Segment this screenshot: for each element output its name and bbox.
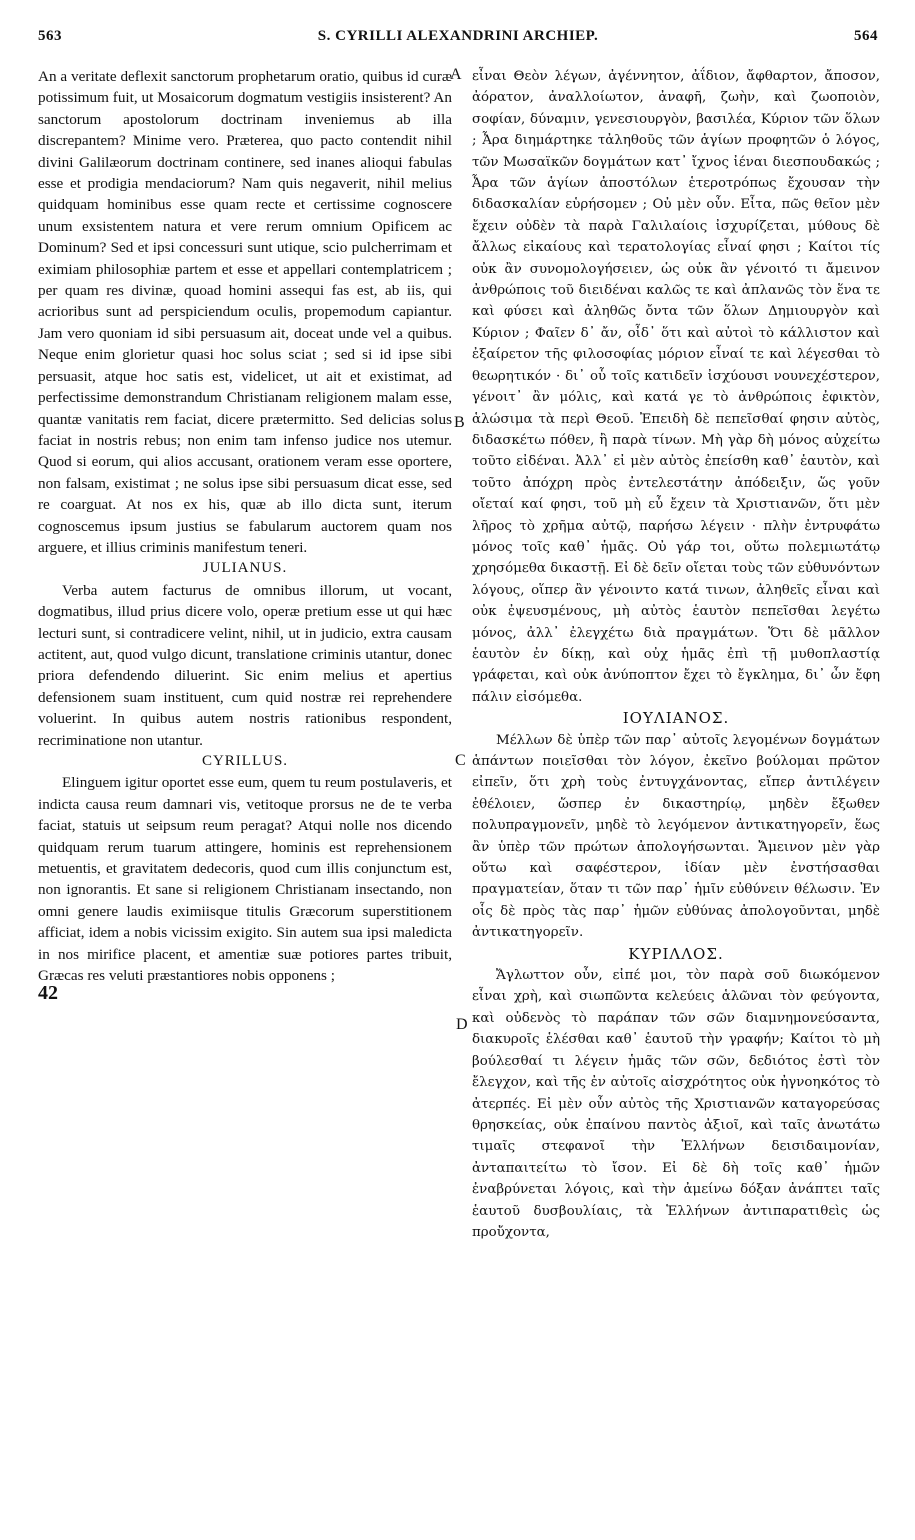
column-number: 42 bbox=[38, 982, 58, 1004]
greek-heading-kyrillos: ΚΥΡΙΛΛΟΣ. bbox=[628, 944, 724, 963]
margin-marker-b: B bbox=[454, 414, 465, 431]
greek-paragraph-2: Μέλλων δὲ ὑπὲρ τῶν παρ᾽ αὐτοῖς λεγομένων δογμάτων ἁπάντων ποιεῖσθαι τὸν λόγον, ἐκεῖνο βούλομαι πρῶτον εἰπεῖν, ὅτι χρὴ τοὺς ἐντυγχάνοντας, εἴπερ ἀντιλέγειν ἐθέλοιεν, ὥσπερ ἐν δικαστηρίῳ, μηδὲν ἔξωθεν πολυπραγμονεῖν, μηδὲ τὸ λεγόμενον ἀντικατηγορεῖν, ἕως ἂν ὑπὲρ τῶν πρώτων ἀπολογήσωνται. Ἄμεινον μὲν γὰρ οὕτω καὶ σαφέστερον, ἰδίαν μὲν ἐνστήσασθαι πραγματείαν, ὅταν τι τῶν παρ᾽ ἡμῖν εὐθύνειν θέλωσιν. Ἐν οἷς δὲ πρὸς τὰς παρ᾽ ἡμῶν εὐθύνας ἀπολογοῦνται, μηδὲ ἀντικατηγορεῖν. bbox=[472, 732, 880, 941]
latin-paragraph-3: Elinguem igitur oportet esse eum, quem tu reum postulaveris, et indicta causa reum damnari vis, vetitoque prorsus ne de te verba faciat, statuis ut seipsum reum peragat? Atqui nolle nos dicendo quidquam rerum tuarum attingere, hominis est reprehensionem metuentis, et gravitatem dedecoris, quod cum illis conjunctum est, non ignorantis. Et sane si religionem Christianam insectando, non omni genere laudis eximiisque titulis Græcorum superstitionem afficiat, idem a nobis vicissim exigito. Sin autem sua ipsi maledicta in nos mirifice placent, et amentiæ suæ potiores partes tribuit, Græcas res veluti præstantiores nobis opponens ; bbox=[38, 774, 452, 985]
greek-paragraph-1: εἶναι Θεὸν λέγων, ἀγέννητον, ἀΐδιον, ἄφθαρτον, ἄποσον, ἀόρατον, ἀναλλοίωτον, ἀναφῆ, ζωὴν, καὶ ζωοποιὸν, σοφίαν, δύναμιν, γενεσιουργὸν, βασιλέα, Κύριον τῶν ὅλων ; Ἆρα διημάρτηκε τἀληθοῦς τῶν ἁγίων προφητῶν ὁ λόγος, τῶν Μωσαϊκῶν δογμάτων κατ᾽ ἴχνος ἰέναι διεσπουδακώς ; Ἆρα τῶν ἁγίων ἀποστόλων ἑτεροτρόπως ἔχουσαν τὴν διδασκαλίαν εὑρήσομεν ; Οὐ μὲν οὖν. Εἶτα, πῶς θεῖον μὲν ἔχειν οὐδὲν τὰ παρὰ Γαλιλαίοις ἰσχυρίζεται, μύθους δὲ ἄλλως εἰκαίους καὶ τερατολογίας εἶναί φησι ; Καίτοι τίς οὐκ ἂν συνομολογήσειεν, ὡς οὐκ ἂν γένοιτό τι ἄμεινον ἀνθρώποις τοῦ διειδέναι καλῶς τε καὶ ἀπλανῶς τὸν ἕνα τε καὶ φύσει καὶ ἀληθῶς ὄντα τῶν ὅλων Δημιουργὸν καὶ Κύριον ; Φαῖεν δ᾽ ἄν, οἶδ᾽ ὅτι καὶ αὐτοὶ τὸ κάλλιστον καὶ ἐξαίρετον τῆς φιλοσοφίας μόριον εἶναί τε καὶ λέγεσθαι τὸ θεωρητικόν · δι᾽ οὗ τοῖς κατιδεῖν ἰσχύουσι νουνεχέστερον, γένοιτ᾽ ἂν μόλις, καὶ κατά γε τὸ ἀνθρώποις ἐφικτὸν, ἁλώσιμα τὰ περὶ Θεοῦ. Ἐπειδὴ δὲ πεπεῖσθαί φησιν αὐτὸς, διδασκέτω πόθεν, ἢ παρὰ τίνων. Μὴ γὰρ δὴ μόνος αὐχείτω τοῦτο εἰδέναι. Ἀλλ᾽ εἰ μὲν αὐτὸς ἐπείσθη καθ᾽ ἑαυτὸν, καὶ τοῦτο ἀπόχρη πρὸς ἐντελεστάτην ἀπόδειξιν, ὥς γοῦν οἴεταί καί φησι, τοῦ μὴ εὖ ἔχειν τὰ Χριστιανῶν, ὅτι μὲν λῆρος τὸ χρῆμα αὐτῷ, παρήσω λέγειν · πλὴν ἐντρυφάτω μόνος τοῖς καθ᾽ ἡμᾶς. Οὐ γάρ τοι, οὕτω πολεμιωτάτῳ χρησόμεθα δικαστῇ. Εἰ δὲ δεῖν οἴεται τοὺς τῶν εὐθυνόντων λόγους, οἵπερ ἂν γένοιντο κατά τινων, ἀληθεῖς εἶναι καὶ οὐκ ἐψευσμένους, μὴ αὐτὸς ἑαυτὸν πεπεῖσθαι λεγέτω μόνος, ἀλλ᾽ ἐλεγχέτω διὰ πραγμάτων. Ὅτι δὲ μᾶλλον ἑαυτὸν ἐν δίκῃ, καὶ οὐχ ἡμᾶς ἐπὶ τῇ μυθοπλαστίᾳ γράφεται, καὶ οὐκ ἀνύποπτον ἔχει τὸ ἔγκλημα, δι᾽ ὧν ἔφη πάλιν εἰσόμεθα. bbox=[472, 69, 880, 705]
greek-heading-ioulianos: ΙΟΥΛΙΑΝΟΣ. bbox=[622, 709, 730, 728]
greek-paragraph-3: Ἄγλωττον οὖν, εἰπέ μοι, τὸν παρὰ σοῦ διωκόμενον εἶναι χρὴ, καὶ σιωπῶντα κελεύεις ἁλῶναι τὸν φεύγοντα, καὶ οὐδενὸς τὸ παράπαν τῶν σῶν διαμνημονεύσαντα, διακυροῖς ἑλέσθαι καθ᾽ ἑαυτοῦ τὴν γραφήν; Καίτοι τὸ μὴ βούλεσθαί τι λέγειν ἡμᾶς τῶν σῶν, δεδιότος ἐστὶ τὸν ἔλεγχον, καὶ τῆς ἐν αὐτοῖς αἰσχρότητος οὐκ ἠγνοηκότος τὸ ἀτερπές. Εἰ μὲν οὖν αὐτὸς τῆς Χριστιανῶν καταγορεύσας θρησκείας, οὐκ ἐπαίνου παντὸς ἀξιοῖ, καὶ ταῖς ἀνωτάτω τιμαῖς στεφανοῖ τὴν Ἑλλήνων δεισιδαιμονίαν, ἀνταπαιτείτω τὸ ἴσον. Εἰ δὲ δὴ τοῖς καθ᾽ ἡμῶν ἐναβρύνεται λόγοις, καὶ τὴν ἀμείνω δόξαν ἀνάπτει ταῖς ἑαυτοῦ δυσβουλίαις, τὰ Ἑλλήνων ἀντιπαρατιθεὶς ὡς προὔχοντα, bbox=[472, 968, 880, 1240]
latin-paragraph-2: Verba autem facturus de omnibus illorum, ut vocant, dogmatibus, illud prius dicere volo, operæ pretium esse ut qui hæc lecturi sunt, si contradicere velint, nihil, ut in judicio, extra causam actitent, aut, quod vulgo dicunt, translatione criminis utantur, donec priora defendendo diluerint. Sic enim melius et apertius defensionem suam instituent, cum quid nostræ rei reprehendere voluerint. In quibus autem nostris rationibus respondent, recriminatione non utantur. bbox=[38, 581, 452, 749]
page-number-left: 563 bbox=[38, 28, 62, 44]
page-number-right: 564 bbox=[854, 28, 878, 44]
latin-column bbox=[38, 66, 452, 986]
margin-marker-c: C bbox=[455, 752, 466, 769]
margin-marker-a: A bbox=[450, 66, 462, 83]
greek-column bbox=[472, 66, 880, 1243]
margin-marker-d: D bbox=[456, 1016, 468, 1033]
running-title: S. CYRILLI ALEXANDRINI ARCHIEP. bbox=[317, 28, 599, 44]
latin-heading-julianus: JULIANUS. bbox=[202, 560, 288, 577]
latin-heading-cyrillus: CYRILLUS. bbox=[201, 753, 289, 769]
page-header bbox=[38, 28, 878, 54]
latin-paragraph-1: An a veritate deflexit sanctorum prophetarum oratio, quibus id curæ potissimum fuit, ut Mosaicorum dogmatum vestigiis insisterent? An sanctorum apostolorum doctrinam inveniemus ab illa discrepantem? Minime vero. Præterea, quo pacto contendit nihil divini Galilæorum doctrinam continere, sed inanes alioqui fabulas esse et prodigia mendaciorum? Nam quis negaverit, nihil melius quidquam hominibus esse quam recte et certissime cognoscere unum exsistentem natura et vere rerum omnium Opificem ac Dominum? Sed et ipsi concessuri sunt utique, scio pulcherrimam et eximiam philosophiæ partem et esse et appellari contemplatricem ; per quam res divinæ, quoad homini assequi fas est, ab iis, qui acrioribus sunt ad perspiciendum oculis, propemodum capiantur. Jam vero quoniam id sibi persuasum ait, doceat unde vel a quibus. Neque enim glorietur quasi hoc solus sciat ; sed si id ipse sibi persuasit, atque hoc satis est, videlicet, ut ait et existimat, ad perfectissime demonstrandum Christianam religionem malam esse, quantæ vanitatis rem faciat, dicere prætermitto. Sed delicias solus faciat in nostris rebus; non enim tam infenso judice nos utemur. Quod si eorum, qui alios accusant, orationem veram esse oportere, non falsam, existimat ; ne solus ipse sibi persuasum dicat esse, sed re coarguat. At nos ex his, quæ ab illo dicta sunt, iterum cognoscemus ipsum justius se fabularum auctorem quam nos arguere, et illius criminis manifestum teneri. bbox=[38, 68, 452, 556]
